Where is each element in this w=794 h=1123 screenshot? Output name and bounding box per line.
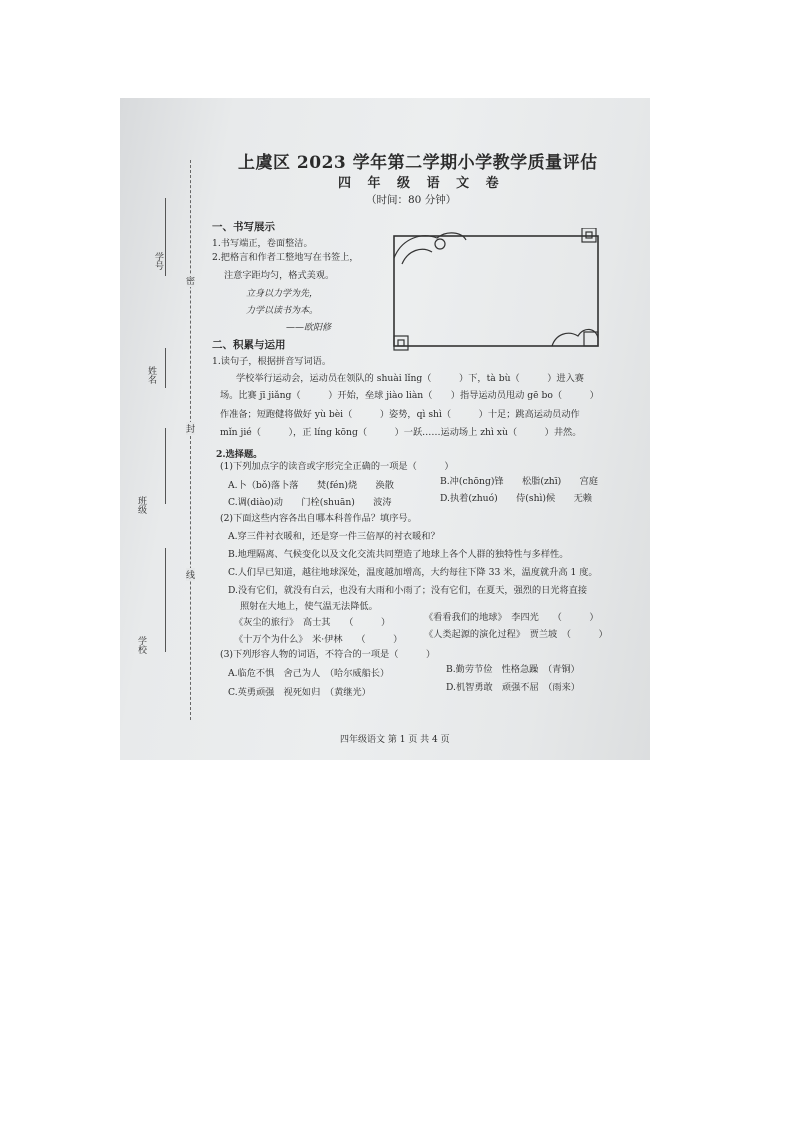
q1-title: 1.读句子，根据拼音写词语。 <box>212 356 332 367</box>
q2-title: 2.选择题。 <box>216 449 263 460</box>
q2-1-stem: (1)下列加点字的读音或字形完全正确的一项是（ ） <box>220 461 454 472</box>
q1-line-3: 作准备；短跑健将做好 yù bèi（ ）姿势，qì shì（ ）十足；跳高运动员动作 <box>220 409 580 420</box>
motto-author: ——欧阳修 <box>286 323 332 333</box>
q2-2-line-d-cont: 照射在大地上，使气温无法降低。 <box>240 601 378 612</box>
q2-3-stem: (3)下列形容人物的词语，不符合的一项是（ ） <box>220 649 436 660</box>
scanned-exam-photo <box>120 98 650 760</box>
motto-line-2: 力学以读书为本。 <box>246 306 319 316</box>
q2-2-line-b: B.地理隔离、气候变化以及文化交流共同塑造了地球上各个人群的独特性与多样性。 <box>228 549 569 560</box>
seal-mi: 密 <box>186 274 195 287</box>
q2-2-line-d: D.没有它们，就没有白云，也没有大雨和小雨了；没有它们，在夏天，强烈的日光将直接 <box>228 585 588 596</box>
section2-title: 二、积累与运用 <box>212 339 286 351</box>
exam-title: 上虞区 2023 学年第二学期小学教学质量评估 <box>238 153 598 173</box>
q2-3-opt-a: A.临危不惧 舍己为人 （哈尔威船长） <box>228 668 390 679</box>
cloud-ornament-top-left <box>394 233 466 264</box>
q2-2-book-1: 《灰尘的旅行》 高士其 （ ） <box>234 617 391 628</box>
q1-line-4: mǐn jié（ ），正 líng kōng（ ）一跃……运动场上 zhì xù（ ）井然。 <box>220 427 582 438</box>
corner-ornament-top-right <box>582 228 596 242</box>
q1-line-2: 场。比赛 jī jiǎng（ ）开始，垒球 jiào liàn（ ）指导运动员甩动 gē bo（ ） <box>220 390 599 401</box>
seal-feng: 封 <box>186 422 195 435</box>
seal-dashed-line <box>190 160 191 720</box>
label-name: 姓名 <box>146 366 156 384</box>
q2-3-opt-c: C.英勇顽强 视死如归 （黄继光） <box>228 687 371 698</box>
q2-2-book-4: 《人类起源的演化过程》 贾兰坡 （ ） <box>424 629 608 640</box>
class-line <box>165 428 166 504</box>
q2-2-stem: (2)下面这些内容各出自哪本科普作品？填序号。 <box>220 513 417 524</box>
cloud-ornament-bottom-right <box>552 329 598 346</box>
section1-item-3: 注意字距均匀，格式美观。 <box>224 270 335 281</box>
q2-1-opt-d: D.执着(zhuó) 侍(shì)候 无赖 <box>440 493 592 504</box>
bookmark-frame <box>392 228 602 352</box>
q2-2-book-2: 《看看我们的地球》 李四光 （ ） <box>424 612 599 623</box>
q2-1-opt-b: B.冲(chōng)锋 松脂(zhī) 宫庭 <box>440 476 598 487</box>
q2-2-book-3: 《十万个为什么》 米·伊林 （ ） <box>234 634 403 645</box>
q2-3-opt-b: B.勤劳节俭 性格急躁 （青铜） <box>446 664 580 675</box>
page-footer: 四年级语文 第 1 页 共 4 页 <box>340 735 450 745</box>
label-student-number: 学号 <box>153 252 163 270</box>
motto-line-1: 立身以力学为先， <box>246 289 319 299</box>
seal-xian: 线 <box>186 568 195 581</box>
q2-1-opt-c: C.调(diào)动 门栓(shuān) 波涛 <box>228 497 392 508</box>
name-line <box>165 348 166 388</box>
q1-line-1: 学校举行运动会，运动员在领队的 shuài lǐng（ ）下，tà bù（ ）进入赛 <box>236 373 584 384</box>
label-school: 学校 <box>136 636 146 654</box>
corner-ornament-bottom-left <box>394 336 408 350</box>
q2-3-opt-d: D.机智勇敢 顽强不屈 （雨来） <box>446 682 580 693</box>
section1-title: 一、书写展示 <box>212 221 275 233</box>
q2-1-opt-a: A.卜（bǒ)落卜落 焚(fén)烧 涣散 <box>228 480 394 491</box>
q2-2-line-a: A.穿三件衬衣暖和，还是穿一件三倍厚的衬衣暖和？ <box>228 531 440 542</box>
student-number-line <box>165 198 166 276</box>
label-class: 班级 <box>136 496 146 514</box>
exam-time: （时间：80 分钟） <box>366 194 457 206</box>
section1-item-2: 2.把格言和作者工整地写在书签上， <box>212 252 359 263</box>
school-line <box>165 548 166 652</box>
exam-subtitle: 四 年 级 语 文 卷 <box>338 176 505 191</box>
section1-item-1: 1.书写端正，卷面整洁。 <box>212 238 313 249</box>
q2-2-line-c: C.人们早已知道，越往地球深处，温度越加增高，大约每往下降 33 米，温度就升高 1 度。 <box>228 567 598 578</box>
